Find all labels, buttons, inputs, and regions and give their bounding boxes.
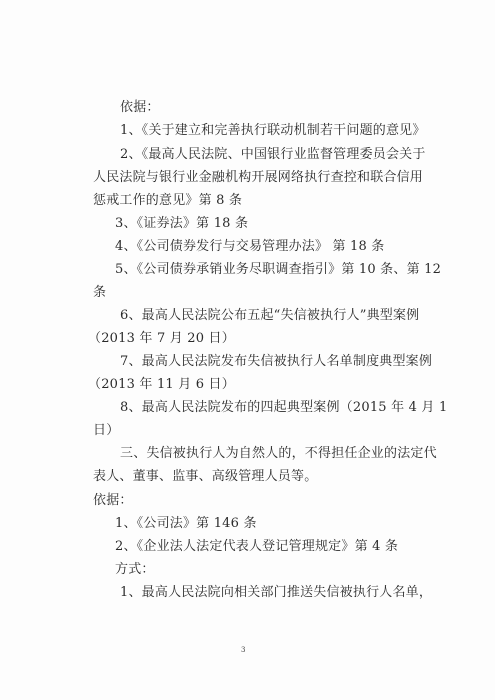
text-line-item-1: 1、《关于建立和完善执行联动机制若干问题的意见》 [120,123,426,138]
text-line-item-7: 7、最高人民法院发布失信被执行人名单制度典型案例 [120,354,433,369]
text-line-item-2-cont-1: 人民法院与银行业金融机构开展网络执行查控和联合信用 [93,170,424,185]
text-line-item-4: 4、《公司债券发行与交易管理办法》 第 18 条 [115,239,385,254]
text-line-item-2-cont-2: 惩戒工作的意见》第 8 条 [93,193,243,208]
text-line-item-6-cont: （2013 年 7 月 20 日） [88,331,235,346]
text-line-basis-heading: 依据： [120,100,160,115]
text-line-item-8-cont: 日） [93,423,120,438]
text-line-item-5: 5、《公司债券承销业务尽职调查指引》第 10 条、第 12 [115,262,442,277]
text-line-method-heading: 方式： [115,562,155,577]
text-line-law-2: 2、《企业法人法定代表人登记管理规定》第 4 条 [115,539,399,554]
text-line-item-6: 6、最高人民法院公布五起“失信被执行人”典型案例 [120,308,420,323]
text-line-item-3: 3、《证券法》第 18 条 [115,216,249,231]
text-line-item-7-cont: （2013 年 11 月 6 日） [88,377,235,392]
text-line-section-3: 三、失信被执行人为自然人的，不得担任企业的法定代 [120,446,437,461]
text-line-law-1: 1、《公司法》第 146 条 [115,516,257,531]
text-line-item-5-cont: 条 [93,285,107,300]
page-number: 3 [241,646,246,654]
text-line-item-2: 2、《最高人民法院、中国银行业监督管理委员会关于 [120,147,426,162]
text-line-item-8: 8、最高人民法院发布的四起典型案例（2015 年 4 月 1 [120,400,448,415]
text-line-section-3-cont: 表人、董事、监事、高级管理人员等。 [93,469,318,484]
text-line-method-1: 1、最高人民法院向相关部门推送失信被执行人名单， [120,585,433,600]
text-line-basis-heading-2: 依据： [93,493,133,508]
